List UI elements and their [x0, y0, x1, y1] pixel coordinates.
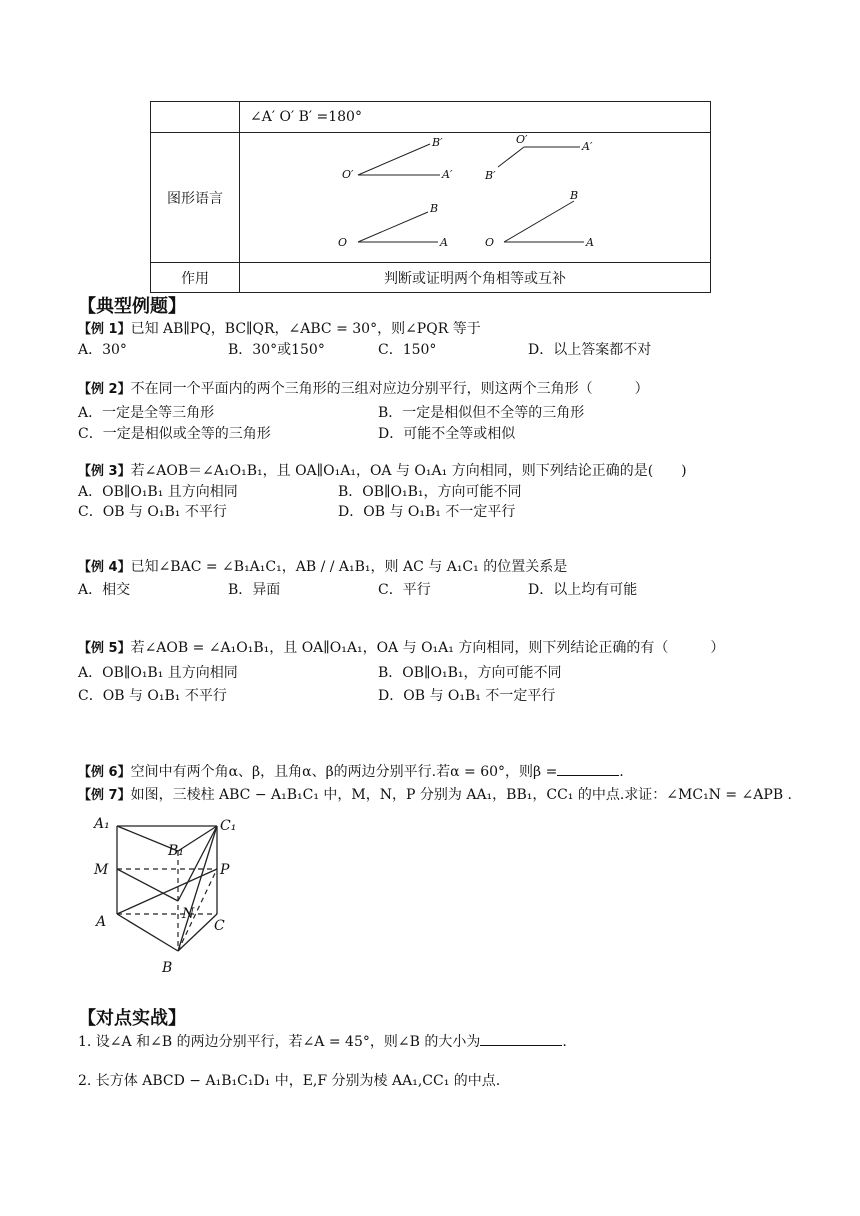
prism-label-b1: B₁: [168, 843, 184, 859]
section-title-examples: 【典型例题】: [78, 296, 186, 317]
example-4-stem: [78, 557, 567, 578]
example-5-tag: 【例 5】: [78, 641, 131, 656]
example-2-option-c: C．一定是相似或全等的三角形: [78, 426, 271, 442]
label-o-prime-2: O′: [516, 133, 528, 146]
example-6-stem: [78, 762, 624, 783]
example-1-text: 已知 AB∥PQ，BC∥QR，∠ABC = 30°，则∠PQR 等于: [130, 321, 481, 337]
example-2-text: 不在同一个平面内的两个三角形的三组对应边分别平行，则这两个三角形（ ）: [130, 381, 649, 397]
table-cell-formula: ∠A′ O′ B′ =180°: [240, 102, 711, 133]
example-7-text: 如图，三棱柱 ABC − A₁B₁C₁ 中，M，N，P 分别为 AA₁，BB₁，CC₁ 的中点.求证：∠MC₁N = ∠APB .: [130, 787, 793, 803]
prism-label-a1: A₁: [94, 816, 110, 832]
section-title-practice: 【对点实战】: [78, 1008, 186, 1029]
label-a-prime: A′: [442, 168, 453, 181]
example-5-text: 若∠AOB = ∠A₁O₁B₁，且 OA∥O₁A₁，OA 与 O₁A₁ 方向相同，则下列结论正确的有（ ）: [130, 640, 725, 656]
example-5-option-b: B．OB∥O₁B₁，方向可能不同: [378, 665, 562, 681]
example-1-stem: [78, 319, 481, 340]
example-2-option-b: B．一定是相似但不全等的三角形: [378, 405, 585, 421]
prism-label-p: P: [220, 862, 230, 878]
label-a-prime-2: A′: [582, 140, 593, 153]
label-b-prime: B′: [432, 136, 443, 149]
example-1-option-c: C．150°: [378, 342, 437, 358]
label-a: A: [440, 236, 448, 249]
practice-2: 2. 长方体 ABCD − A₁B₁C₁D₁ 中，E,F 分别为棱 AA₁,CC₁ 的中点.: [78, 1073, 501, 1089]
label-o: O: [338, 236, 348, 249]
example-3-option-a: A．OB∥O₁B₁ 且方向相同: [78, 484, 238, 500]
example-3-option-c: C．OB 与 O₁B₁ 不平行: [78, 504, 227, 520]
example-7-stem: [78, 785, 792, 806]
example-1-option-d: D．以上答案都不对: [528, 342, 652, 358]
practice-1-blank[interactable]: [480, 1045, 562, 1046]
example-1-tag: 【例 1】: [78, 322, 131, 337]
example-3-stem: [78, 461, 687, 482]
label-o-2: O: [485, 236, 495, 249]
example-4-option-d: D．以上均有可能: [528, 582, 638, 598]
label-a-2: A: [586, 236, 594, 249]
table-label-figure: 图形语言: [151, 133, 240, 263]
example-2-option-d: D．可能不全等或相似: [378, 426, 516, 442]
example-5-option-c: C．OB 与 O₁B₁ 不平行: [78, 688, 227, 704]
example-6-tag: 【例 6】: [78, 765, 131, 780]
example-3-tag: 【例 3】: [78, 464, 131, 479]
example-3-text: 若∠AOB＝∠A₁O₁B₁，且 OA∥O₁A₁，OA 与 O₁A₁ 方向相同，则下列结论正确的是( ): [130, 463, 687, 479]
practice-1: [78, 1032, 567, 1052]
prism-label-n: N: [182, 906, 195, 922]
example-4-option-c: C．平行: [378, 582, 431, 598]
example-5-option-a: A．OB∥O₁B₁ 且方向相同: [78, 665, 238, 681]
angle-figures: [240, 133, 710, 258]
example-6-period: .: [619, 764, 624, 780]
prism-label-c: C: [214, 918, 225, 934]
example-5-option-d: D．OB 与 O₁B₁ 不一定平行: [378, 688, 556, 704]
example-1-option-a: A．30°: [78, 342, 127, 358]
label-b: B: [430, 202, 439, 215]
example-4-option-a: A．相交: [78, 582, 131, 598]
prism-figure: [86, 810, 246, 980]
example-7-tag: 【例 7】: [78, 788, 131, 803]
table-cell-figures: [240, 133, 711, 263]
example-3-option-d: D．OB 与 O₁B₁ 不一定平行: [338, 504, 516, 520]
prism-label-c1: C₁: [220, 818, 237, 834]
example-2-option-a: A．一定是全等三角形: [78, 405, 215, 421]
prism-label-b: B: [162, 960, 173, 976]
example-1-option-b: B．30°或150°: [228, 342, 325, 358]
table-cell-empty: [151, 102, 240, 133]
example-2-tag: 【例 2】: [78, 382, 131, 397]
table-cell-usage: 判断或证明两个角相等或互补: [240, 263, 711, 293]
practice-1-text: 1. 设∠A 和∠B 的两边分别平行，若∠A = 45°，则∠B 的大小为: [78, 1034, 481, 1050]
example-6-text: 空间中有两个角α、β，且角α、β的两边分别平行.若α = 60°，则β =: [130, 764, 558, 780]
practice-1-period: .: [562, 1034, 567, 1050]
example-4-text: 已知∠BAC = ∠B₁A₁C₁，AB / / A₁B₁，则 AC 与 A₁C₁ 的位置关系是: [130, 559, 568, 575]
example-3-option-b: B．OB∥O₁B₁，方向可能不同: [338, 484, 522, 500]
table-label-usage: 作用: [151, 263, 240, 293]
label-b-2: B: [570, 189, 579, 202]
prism-label-a: A: [96, 914, 107, 930]
answer-blank[interactable]: [557, 775, 619, 776]
property-table: [150, 101, 711, 293]
label-o-prime: O′: [342, 168, 354, 181]
example-4-option-b: B．异面: [228, 582, 281, 598]
prism-label-m: M: [94, 862, 109, 878]
example-2-stem: [78, 379, 649, 400]
label-b-prime-2: B′: [485, 169, 496, 182]
example-5-stem: [78, 638, 724, 659]
example-4-tag: 【例 4】: [78, 560, 131, 575]
